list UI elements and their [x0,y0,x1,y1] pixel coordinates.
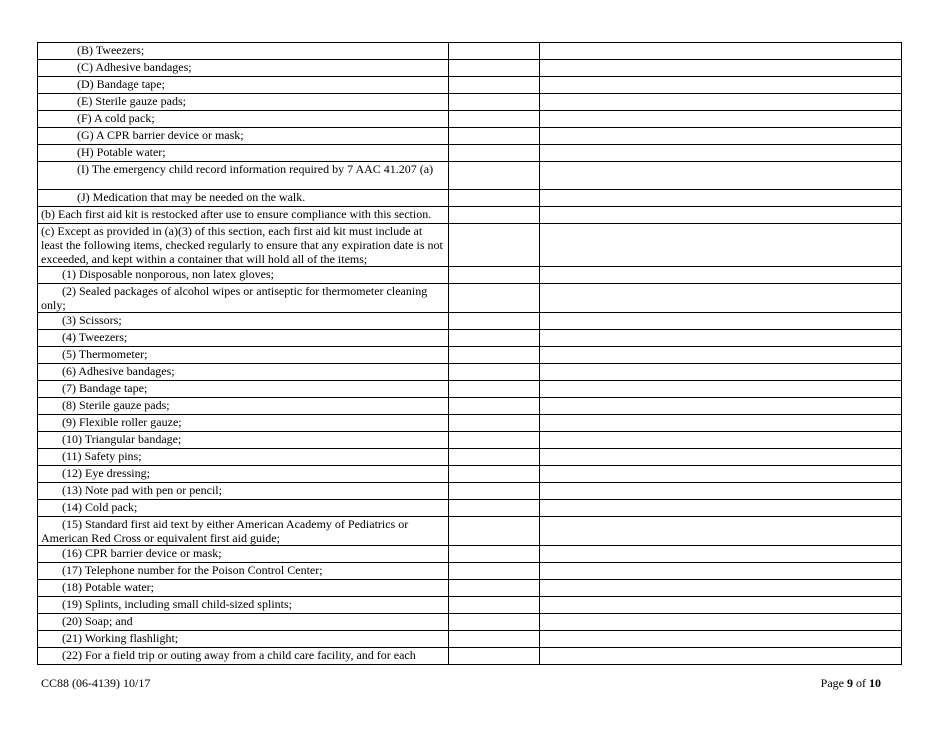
comments-cell[interactable] [540,563,902,580]
requirement-text: (12) Eye dressing; [38,466,449,483]
requirement-text: (2) Sealed packages of alcohol wipes or antiseptic for thermometer cleaning only; [38,284,449,313]
checklist-row [38,284,902,313]
compliance-cell[interactable] [449,631,540,648]
checklist-row [38,483,902,500]
checklist-row [38,563,902,580]
checklist-table [37,42,902,665]
compliance-cell[interactable] [449,60,540,77]
checklist-row [38,432,902,449]
comments-cell[interactable] [540,432,902,449]
compliance-cell[interactable] [449,284,540,313]
comments-cell[interactable] [540,449,902,466]
requirement-text: (17) Telephone number for the Poison Control Center; [38,563,449,580]
compliance-cell[interactable] [449,563,540,580]
compliance-cell[interactable] [449,364,540,381]
compliance-cell[interactable] [449,580,540,597]
comments-cell[interactable] [540,517,902,546]
compliance-cell[interactable] [449,111,540,128]
page-total: 10 [869,676,881,690]
comments-cell[interactable] [540,580,902,597]
checklist-row [38,597,902,614]
checklist-row [38,347,902,364]
requirement-text: (c) Except as provided in (a)(3) of this section, each first aid kit must include at least the following items, checked regularly to ensure that any expiration date is not exceeded, and kept within a container that will hold all of the items; [38,224,449,267]
compliance-cell[interactable] [449,207,540,224]
requirement-text: (21) Working flashlight; [38,631,449,648]
compliance-cell[interactable] [449,313,540,330]
compliance-cell[interactable] [449,483,540,500]
requirement-text: (I) The emergency child record information required by 7 AAC 41.207 (a) [38,162,449,190]
requirement-text: (C) Adhesive bandages; [38,60,449,77]
comments-cell[interactable] [540,145,902,162]
page-of: of [853,676,869,690]
requirement-text: (H) Potable water; [38,145,449,162]
requirement-text: (18) Potable water; [38,580,449,597]
checklist-row [38,415,902,432]
requirement-text: (1) Disposable nonporous, non latex gloves; [38,267,449,284]
requirement-text: (11) Safety pins; [38,449,449,466]
compliance-cell[interactable] [449,466,540,483]
comments-cell[interactable] [540,364,902,381]
comments-cell[interactable] [540,60,902,77]
comments-cell[interactable] [540,111,902,128]
comments-cell[interactable] [540,381,902,398]
requirement-text: (10) Triangular bandage; [38,432,449,449]
requirement-text: (b) Each first aid kit is restocked after use to ensure compliance with this section. [38,207,449,224]
checklist-row [38,207,902,224]
comments-cell[interactable] [540,330,902,347]
checklist-row [38,267,902,284]
checklist-row [38,398,902,415]
comments-cell[interactable] [540,648,902,665]
requirement-text: (6) Adhesive bandages; [38,364,449,381]
checklist-row [38,128,902,145]
comments-cell[interactable] [540,267,902,284]
compliance-cell[interactable] [449,398,540,415]
comments-cell[interactable] [540,207,902,224]
checklist-row [38,60,902,77]
compliance-cell[interactable] [449,94,540,111]
requirement-text: (G) A CPR barrier device or mask; [38,128,449,145]
compliance-cell[interactable] [449,432,540,449]
requirement-text: (4) Tweezers; [38,330,449,347]
comments-cell[interactable] [540,500,902,517]
checklist-row [38,580,902,597]
comments-cell[interactable] [540,77,902,94]
comments-cell[interactable] [540,313,902,330]
checklist-row [38,381,902,398]
compliance-cell[interactable] [449,330,540,347]
requirement-text: (22) For a field trip or outing away from a child care facility, and for each [38,648,449,665]
compliance-cell[interactable] [449,614,540,631]
compliance-cell[interactable] [449,449,540,466]
compliance-cell[interactable] [449,648,540,665]
checklist-body [38,43,902,665]
checklist-row [38,500,902,517]
comments-cell[interactable] [540,483,902,500]
requirement-text: (16) CPR barrier device or mask; [38,546,449,563]
checklist-row [38,614,902,631]
requirement-text: (B) Tweezers; [38,43,449,60]
comments-cell[interactable] [540,190,902,207]
checklist-row [38,162,902,190]
compliance-cell[interactable] [449,381,540,398]
compliance-cell[interactable] [449,224,540,267]
compliance-cell[interactable] [449,145,540,162]
requirement-text: (14) Cold pack; [38,500,449,517]
comments-cell[interactable] [540,94,902,111]
requirement-text: (D) Bandage tape; [38,77,449,94]
form-id: CC88 (06-4139) 10/17 [41,676,151,690]
compliance-cell[interactable] [449,546,540,563]
compliance-cell[interactable] [449,597,540,614]
requirement-text: (F) A cold pack; [38,111,449,128]
compliance-cell[interactable] [449,43,540,60]
comments-cell[interactable] [540,546,902,563]
comments-cell[interactable] [540,224,902,267]
requirement-text: (E) Sterile gauze pads; [38,94,449,111]
comments-cell[interactable] [540,162,902,190]
checklist-row [38,224,902,267]
comments-cell[interactable] [540,597,902,614]
comments-cell[interactable] [540,398,902,415]
page-number [821,676,881,691]
checklist-row [38,364,902,381]
requirement-text: (8) Sterile gauze pads; [38,398,449,415]
requirement-text: (20) Soap; and [38,614,449,631]
requirement-text: (13) Note pad with pen or pencil; [38,483,449,500]
requirement-text: (7) Bandage tape; [38,381,449,398]
comments-cell[interactable] [540,614,902,631]
compliance-cell[interactable] [449,347,540,364]
comments-cell[interactable] [540,631,902,648]
requirement-text: (3) Scissors; [38,313,449,330]
checklist-row [38,449,902,466]
checklist-row [38,190,902,207]
checklist-row [38,43,902,60]
checklist-row [38,517,902,546]
comments-cell[interactable] [540,415,902,432]
checklist-row [38,546,902,563]
requirement-text: (J) Medication that may be needed on the walk. [38,190,449,207]
compliance-cell[interactable] [449,415,540,432]
checklist-row [38,77,902,94]
requirement-text: (5) Thermometer; [38,347,449,364]
checklist-row [38,313,902,330]
requirement-text: (9) Flexible roller gauze; [38,415,449,432]
comments-cell[interactable] [540,128,902,145]
checklist-row [38,631,902,648]
checklist-row [38,648,902,665]
comments-cell[interactable] [540,43,902,60]
requirement-text: (15) Standard first aid text by either American Academy of Pediatrics or American Red Cross or equivalent first aid guide; [38,517,449,546]
compliance-cell[interactable] [449,77,540,94]
comments-cell[interactable] [540,466,902,483]
compliance-cell[interactable] [449,128,540,145]
compliance-cell[interactable] [449,162,540,190]
compliance-cell[interactable] [449,267,540,284]
checklist-row [38,145,902,162]
comments-cell[interactable] [540,284,902,313]
compliance-cell[interactable] [449,190,540,207]
requirement-text: (19) Splints, including small child-sized splints; [38,597,449,614]
checklist-row [38,466,902,483]
checklist-row [38,111,902,128]
compliance-cell[interactable] [449,500,540,517]
checklist-row [38,330,902,347]
page-current: 9 [847,676,853,690]
page-prefix: Page [820,676,847,690]
comments-cell[interactable] [540,347,902,364]
compliance-cell[interactable] [449,517,540,546]
checklist-row [38,94,902,111]
